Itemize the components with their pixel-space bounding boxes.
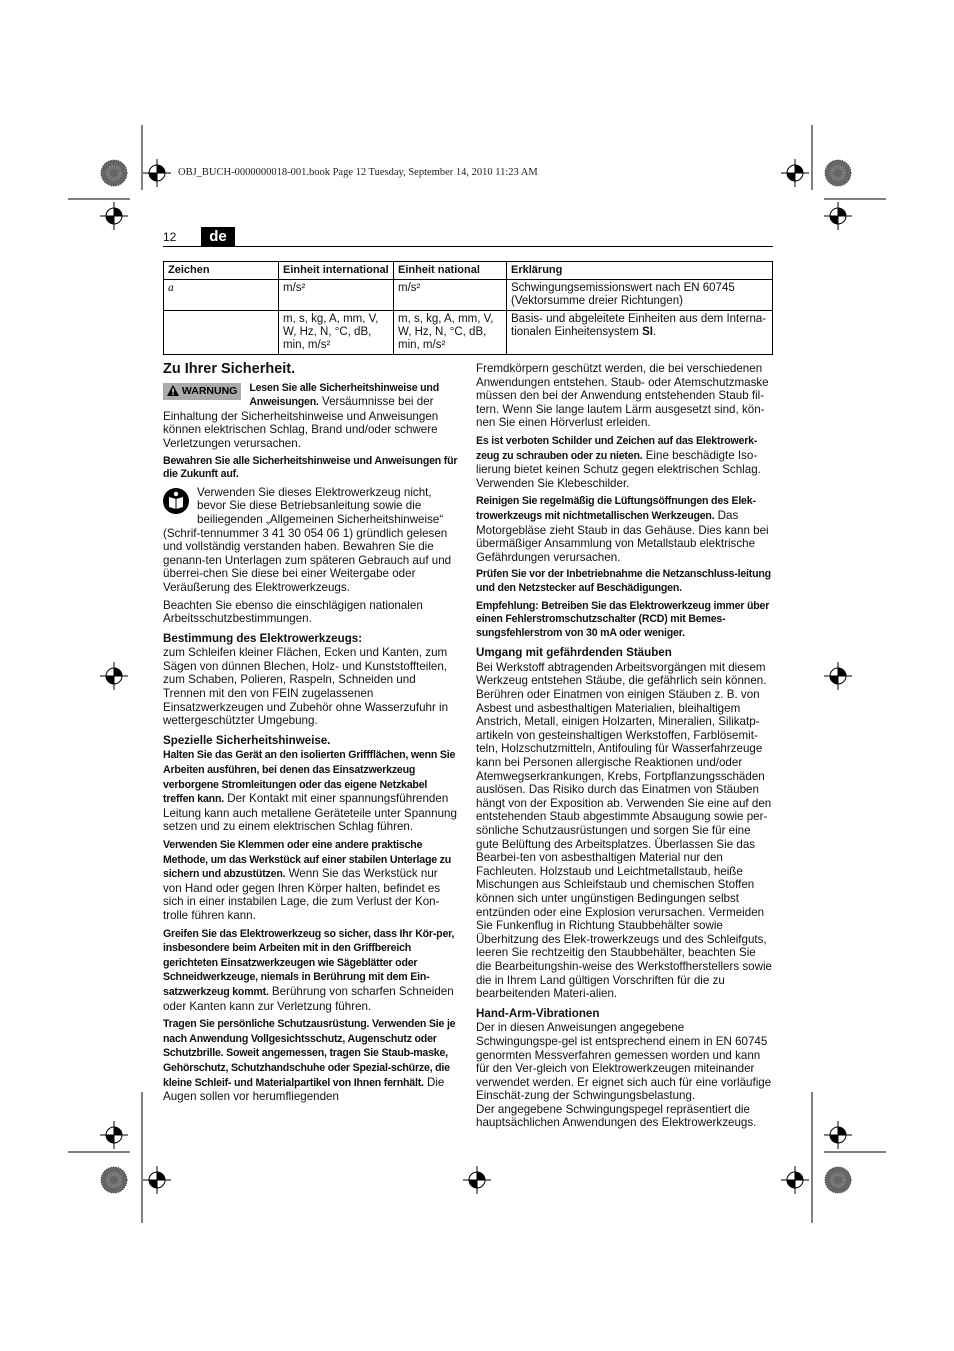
safety-text: Das Motorgebläse zieht Staub in das Gehäuse. Dies kann bei übermäßiger Ansammlung von Metallstaub elektrische Gefährdungen verursachen. (476, 508, 769, 564)
safety-text: Der Kontakt mit einer spannungsführenden Leitung kann auch metallene Geräteteile unter Spannung setzen und zu einem elektrischen Schlag führen. (163, 792, 457, 834)
table-cell-bold: SI (642, 326, 653, 338)
section-title: Zu Ihrer Sicherheit. (163, 361, 296, 377)
file-info-line: OBJ_BUCH-0000000018-001.book Page 12 Tuesday, September 14, 2010 11:23 AM (178, 167, 538, 178)
registration-cross-icon (143, 1166, 171, 1194)
safety-bold-text: Verwenden Sie Klemmen oder eine andere praktische Methode, um das Werkstück auf einer stabilen Unterlage zu sichern und abzustützen. (163, 839, 452, 881)
check-cable-text: Prüfen Sie vor der Inbetriebnahme die Netzanschluss-leitung und den Netzstecker auf Beschädigungen. (476, 568, 771, 594)
warning-badge (163, 383, 241, 401)
language-badge: de (201, 227, 235, 246)
left-column (163, 363, 458, 1108)
table-cell (507, 311, 773, 355)
warning-triangle-icon (167, 385, 179, 396)
safety-bold-text: Greifen Sie das Elektrowerkzeug so sicher, dass Ihr Kör-per, insbesondere beim Arbeiten mit in den Griffbereich gerichteten Einsatzwerkzeugen wie Sägeblätter oder Schneidwerkzeuge, niemals in Berührung mit dem Ein-satzwerkzeug kommt. (163, 927, 455, 998)
table-cell: Schwingungsemissionswert nach EN 60745 (Vektorsumme dreier Richtungen) (507, 280, 773, 311)
table-header-cell: Einheit international (279, 262, 394, 280)
table-header-cell: Einheit national (394, 262, 507, 280)
safety-bold-text: Halten Sie das Gerät an den isolierten Griffflächen, wenn Sie Arbeiten ausführen, bei denen das Einsatzwerkzeug verborgene Stromleitungen oder das eigene Netzkabel treffen kann. (163, 749, 456, 806)
table-row (164, 280, 773, 311)
table-cell: m, s, kg, A, mm, V, W, Hz, N, °C, dB, min, m/s² (394, 311, 507, 355)
table-cell-text: Basis- und abgeleitete Einheiten aus dem Interna-tionalen Einheitensystem (511, 313, 767, 338)
registration-star-icon (825, 160, 851, 186)
registration-star-icon (101, 160, 127, 186)
heading-special-safety: Spezielle Sicherheitshinweise. (163, 733, 331, 747)
registration-cross-icon (100, 202, 128, 230)
registration-cross-icon (143, 159, 171, 187)
table-header-row (164, 262, 773, 280)
warning-paragraph (163, 381, 458, 451)
safety-paragraph (476, 494, 773, 564)
heading-vibration: Hand-Arm-Vibrationen (476, 1006, 600, 1020)
units-table (163, 261, 773, 355)
registration-cross-icon (100, 1121, 128, 1149)
safety-bold-text: Reinigen Sie regelmäßig die Lüftungsöffnungen des Elek-trowerkzeugs mit nichtmetallischen Werkzeugen. (476, 495, 756, 522)
header-rule (163, 246, 773, 247)
table-header-cell: Erklärung (507, 262, 773, 280)
table-cell: m/s² (279, 280, 394, 311)
table-cell: a (164, 280, 279, 311)
safety-paragraph (163, 748, 458, 834)
safety-bold-text: Es ist verboten Schilder und Zeichen auf das Elektrowerk-zeug zu schrauben oder zu nieten. (476, 434, 758, 462)
registration-star-icon (825, 1167, 851, 1193)
registration-cross-icon (463, 1166, 491, 1194)
registration-cross-icon (824, 202, 852, 230)
table-row (164, 311, 773, 355)
safety-bold-text: Tragen Sie persönliche Schutzausrüstung. Verwenden Sie je nach Anwendung Vollgesichtsschutz, Augenschutz oder Schutzbrille. Soweit angemessen, tragen Sie Staub-maske, Gehörschutz, Schutzhandschuhe oder Spezial-schürze, die kleine Schleif- und Materialpartikel von Ihnen fernhält. (163, 1018, 456, 1089)
registration-star-icon (101, 1167, 127, 1193)
registration-cross-icon (824, 662, 852, 690)
heading-purpose: Bestimmung des Elektrowerkzeugs: (163, 631, 363, 645)
dust-text: Bei Werkstoff abtragenden Arbeitsvorgängen mit diesem Werkzeug entstehen Stäube, die gefährlich sein können. Berühren oder Einatmen von einigen Stäuben z. B. von Asbest und asbesthaltigen Materialien, bleihaltigem Anstrich, Metall, einigen Holzarten, Mineralien, Silikatp-artikeln von gesteinshaltigen Werkstoffen, Farblösemit-teln, Holzschutzmitteln, Antifouling für Wasserfahrzeuge kann bei Personen allergische Reaktionen und/oder Atemwegserkrankungen, Krebs, Fortpflanzungsschäden auslösen. Das Risiko durch das Einatmen von Stäuben hängt von der Exposition ab. Verwenden Sie eine auf den entstehenden Staub abgestimmte Absaugung sowie per-sönliche Schutzausrüstungen und sorgen Sie für eine gute Belüftung des Arbeitsplatzes. Überlassen Sie das Bearbei-ten von asbesthaltigen Material nur den Fachleuten. Holzstaub und Leichtmetallstaub, heiße Mischungen aus Schleifstaub und chemischen Stoffen können sich unter ungünstigen Bedingungen selbst entzünden oder eine Explosion verursachen. Vermeiden Sie Funkenflug in Richtung Staubbehälter sowie Überhitzung des Elek-trowerkzeugs und des Schleifguts, leeren Sie rechtzeitig den Staubbehälter, beachten Sie die Bearbeitungshin-weise des Werkstoffherstellers sowie die in Ihrem Land gültigen Vorschriften für die zu bearbeitenden Materi-alien. (476, 660, 773, 1001)
safety-paragraph (163, 927, 458, 1014)
safety-paragraph (163, 838, 458, 923)
safety-text: Berührung von scharfen Schneiden oder Kanten kann zur Verletzung führen. (163, 984, 454, 1013)
safety-text: Wenn Sie das Werkstück nur von Hand oder gegen Ihren Körper halten, befindet es sich in einer instabilen Lage, die zum Verlust der Kon-trolle führen kann. (163, 867, 441, 922)
warning-label: WARNUNG (181, 384, 238, 397)
table-cell-text: . (652, 326, 657, 338)
safety-paragraph (163, 1017, 458, 1104)
registration-cross-icon (781, 1166, 809, 1194)
warning-text: Versäumnisse bei der Einhaltung der Sicherheitshinweise und Anweisungen können elektrischen Schlag, Brand und/oder schwere Verletzungen verursachen. (163, 395, 439, 450)
table-cell: m/s² (394, 280, 507, 311)
warning-bold-text: Lesen Sie alle Sicherheitshinweise und Anweisungen. (249, 381, 439, 409)
table-header-cell: Zeichen (164, 262, 279, 280)
table-cell: m, s, kg, A, mm, V, W, Hz, N, °C, dB, min, m/s² (279, 311, 394, 355)
vibration-text: Der in diesen Anweisungen angegebene Schwingungspe-gel ist entsprechend einem in EN 60745 genormten Messverfahren gemessen worden und kann für den Ver-gleich von Elektrowerkzeugen miteinander verwendet werden. Er eignet sich auch für eine vorläufige Einschät-zung der Schwingungsbelastung. (476, 1021, 772, 1103)
read-manual-paragraph (163, 486, 458, 595)
safety-text: Die Augen sollen vor herumfliegenden (163, 1075, 445, 1104)
keep-instructions: Bewahren Sie alle Sicherheitshinweise und Anweisungen für die Zukunft auf. (163, 454, 458, 481)
safety-paragraph (476, 434, 773, 490)
heading-dust: Umgang mit gefährdenden Stäuben (476, 646, 672, 660)
rcd-recommendation: Empfehlung: Betreiben Sie das Elektrowerkzeug immer über einen Fehlerstromschutzschalter (RCD) mit Bemes-sungsfehlerstrom von 30 mA oder weniger. (476, 599, 770, 639)
registration-cross-icon (100, 662, 128, 690)
safety-text: Eine beschädigte Iso-lierung bietet keinen Schutz gegen elektrischen Schlag. Verwenden Sie Klebeschilder. (476, 448, 761, 490)
right-column (476, 362, 773, 1134)
observe-regulations: Beachten Sie ebenso die einschlägigen nationalen Arbeitsschutzbestimmungen. (163, 598, 423, 626)
vibration-text: Der angegebene Schwingungspegel repräsentiert die hauptsächlichen Anwendungen des Elektrowerkzeugs. (476, 1102, 757, 1130)
purpose-text: zum Schleifen kleiner Flächen, Ecken und Kanten, zum Sägen von dünnen Blechen, Holz- und Kunststoffteilen, zum Schaben, Polieren, Raspeln, Schneiden und Trennen mit den von FEIN zugelassenen Einsatzwerkzeugen und Zubehör ohne Wasserzufuhr in wettergeschützter Umgebung. (163, 646, 449, 728)
registration-cross-icon (781, 159, 809, 187)
read-manual-text: Verwenden Sie dieses Elektrowerkzeug nicht, bevor Sie diese Betriebsanleitung sowie die beiliegenden „Allgemeinen Sicherheitshinweise“ (Schrif-tennummer 3 41 30 054 06 1) gründlich gelesen und vollständig verstanden haben. Bewahren Sie die genann-ten Unterlagen zum späteren Gebrauch auf und überrei-chen Sie diese bei einer Weitergabe oder Veräußerung des Elektrowerkzeugs. (163, 485, 452, 594)
continued-text: Fremdkörpern geschützt werden, die bei verschiedenen Anwendungen entstehen. Staub- oder Atemschutzmaske müssen den bei der Anwendung entstehenden Staub fil-tern. Wenn Sie lange lautem Lärm ausgesetzt sind, kön-nen Sie einen Hörverlust erleiden. (476, 362, 769, 430)
page-number: 12 (163, 230, 177, 244)
read-manual-icon (163, 488, 189, 514)
table-cell (164, 311, 279, 355)
registration-cross-icon (824, 1121, 852, 1149)
